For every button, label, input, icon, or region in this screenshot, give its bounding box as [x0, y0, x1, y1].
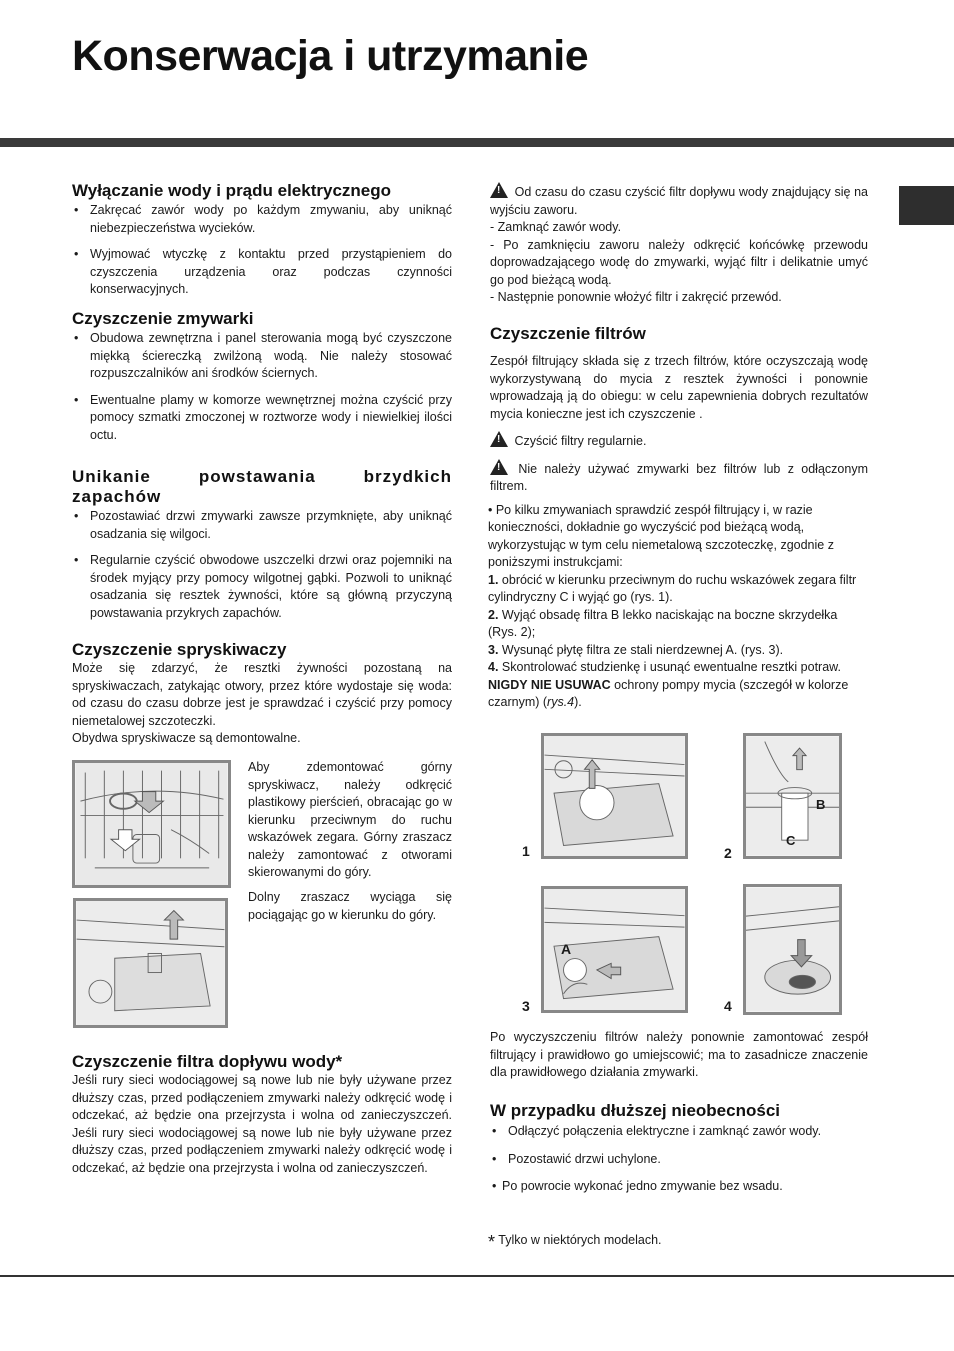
warning-icon — [490, 431, 508, 447]
figure-filter-4 — [743, 884, 842, 1015]
step-line: - Zamknąć zawór wody. — [490, 220, 622, 234]
heading-cleaning-dishwasher: Czyszczenie zmywarki — [72, 309, 254, 328]
list-item: • Pozostawiać drzwi zmywarki zawsze przymknięte, aby uniknąć osadzania się wilgoci. — [72, 508, 452, 543]
list-item: • Regularnie czyścić obwodowe uszczelki drzwi oraz pojemniki na środek myjący przy pomocy wilgotnej gąbki. Pozwoli to uniknąć osadzania się resztek żywności, które są główną przyczyną powstawania przykrych zapachów. — [72, 552, 452, 622]
list-item: • Odłączyć połączenia elektryczne i zamknąć zawór wody. — [490, 1123, 868, 1141]
list-item: • Po powrocie wykonać jedno zmywanie bez wsadu. — [490, 1178, 868, 1196]
filter-step-1: 1. obrócić w kierunku przeciwnym do ruchu wskazówek zegara filtr cylindryczny C i wyjąć go (rys. 1). — [488, 572, 857, 604]
filters-after-paragraph: Po wyczyszczeniu filtrów należy ponownie zamontować zespół filtrujący i prawidłowo go umiejscowić; ma to zasadnicze znaczenie dla prawidłowego działania zmywarki. — [490, 1030, 868, 1079]
footnote-text: Tylko w niektórych modelach. — [495, 1233, 662, 1247]
figure-filter-1 — [541, 733, 688, 859]
filter-step-2: 2. Wyjąć obsadę filtra B lekko naciskając na boczne skrzydełka (Rys. 2); — [488, 607, 838, 639]
upper-spray-arm-text: Aby zdemontować górny spryskiwacz, należy odkręcić plastikowy pierścień, obracając go w kierunku przeciwnym do ruchu wskazówek zegara. Górny zraszacz należy zamontować z otworami skierowanymi do góry. — [248, 760, 452, 879]
footnote — [488, 1232, 866, 1252]
upper-spray-arm-illustration — [75, 763, 228, 885]
section-water-power — [72, 181, 452, 299]
figure-label-a: A — [561, 941, 572, 957]
filter-step-3: 3. Wysunąć płytę filtra ze stali nierdzewnej A. (rys. 3). — [488, 642, 784, 657]
figure-label-c: C — [786, 833, 796, 848]
heading-water-power: Wyłączanie wody i prądu elektrycznego — [72, 181, 392, 200]
lower-spray-arm-illustration — [76, 901, 225, 1025]
warning-icon — [490, 182, 508, 198]
figure-number: 4 — [724, 998, 732, 1014]
list-item: • Pozostawić drzwi uchylone. — [490, 1151, 868, 1169]
section-tab — [899, 186, 954, 225]
list-item: • Wyjmować wtyczkę z kontaktu przed przystąpieniem do czyszczenia urządzenia oraz podczas czynności konserwacyjnych. — [72, 246, 452, 299]
section-inlet-filter — [72, 1052, 452, 1177]
warning-text: Nie należy używać zmywarki bez filtrów lub z odłączonym filtrem. — [490, 461, 868, 493]
heading-spray-arms: Czyszczenie spryskiwaczy — [72, 640, 287, 659]
section-filters — [490, 324, 868, 712]
footnote-star: * — [488, 1232, 496, 1252]
heading-absence: W przypadku dłuższej nieobecności — [490, 1101, 780, 1120]
list-item: • Zakręcać zawór wody po każdym zmywaniu, aby uniknąć niebezpieczeństwa wycieków. — [72, 202, 452, 237]
section-absence — [490, 1101, 868, 1196]
figure-label-b: B — [816, 797, 826, 812]
inlet-filter-paragraph: Jeśli rury sieci wodociągowej są nowe lub nie były używane przez dłuższy czas, przed podłączeniem zmywarki należy odkręcić wodę i odczekać, aż będzie ona przejrzysta i wolna od zanieczyszczeń. Jeśli rury sieci wodociągowej są nowe lub nie były używane przez dłuższy czas, przed podłączeniem zmywarki należy odkręcić wodę i odczekać, aż będzie ona przejrzysta i wolna od zanieczyszczeń. — [72, 1073, 452, 1175]
list-item: • Obudowa zewnętrzna i panel sterowania mogą być czyszczone miękką ściereczką zwilżoną wodą. Nie należy stosować rozpuszczalników ani środków ściernych. — [72, 330, 452, 383]
spray-arms-note: Obydwa spryskiwacze są demontowalne. — [72, 731, 301, 745]
filters-intro: • Po kilku zmywaniach sprawdzić zespół filtrujący i, w razie konieczności, dokładnie go wyczyścić pod bieżącą wodą, wykorzystując w tym celu niemetalową szczoteczkę, zgodnie z poniższymi instrukcjami: — [488, 502, 834, 569]
section-spray-arms — [72, 640, 452, 748]
figure-number: 3 — [522, 998, 530, 1014]
figure-upper-spray-arm — [72, 760, 231, 888]
list-item: • Ewentualne plamy w komorze wewnętrznej można czyścić przy pomocy szmatki zmoczonej w roztworze wody i niewielkiej ilości octu. — [72, 392, 452, 445]
figure-lower-spray-arm — [73, 898, 228, 1028]
lower-spray-arm-text: Dolny zraszacz wyciąga się pociągając go w kierunku do góry. — [248, 890, 452, 922]
step-line: - Następnie ponownie włożyć filtr i zakręcić przewód. — [490, 290, 782, 304]
spray-arms-paragraph: Może się zdarzyć, że resztki żywności pozostaną na spryskiwaczach, zatykając otwory, przez które wydostaje się woda: od czasu do czasu dobrze jest je sprawdzać i czyścić przy pomocy niemetalowej szczoteczki. — [72, 661, 452, 728]
heading-inlet-filter: Czyszczenie filtra dopływu wody* — [72, 1052, 343, 1071]
page-title: Konserwacja i utrzymanie — [72, 32, 589, 80]
step-line: - Po zamknięciu zaworu należy odkręcić końcówkę przewodu doprowadzającego wodę do zmywarki, wyjąć filtr i delikatnie umyć go pod bieżącą wodą. — [490, 237, 868, 287]
warning-text: Od czasu do czasu czyścić filtr dopływu wody znajdujący się na wyjściu zaworu. — [490, 185, 868, 217]
section-cleaning-dishwasher — [72, 309, 452, 444]
figure-number: 2 — [724, 845, 732, 861]
heading-odours: Unikanie powstawania brzydkich zapachów — [72, 467, 452, 506]
filter-step-4: 4. Skontrolować studzienkę i usunąć ewentualne resztki potraw. NIGDY NIE USUWAC ochrony pompy mycia (szczegół w kolorze czarnym) (rys.4). — [488, 660, 849, 709]
section-odours — [72, 467, 452, 622]
filters-paragraph: Zespół filtrujący składa się z trzech filtrów, które oczyszczają wodę wykorzystywaną do mycia z resztek żywności i ponownie wprowadzają ją do obiegu: w celu zapewnienia dobrych rezultatów mycia konieczne jest ich czyszczenie . — [490, 354, 868, 421]
section-inlet-filter-steps — [490, 182, 868, 307]
heading-filters: Czyszczenie filtrów — [490, 324, 646, 343]
header-rule — [0, 138, 954, 147]
figure-number: 1 — [522, 843, 530, 859]
warning-icon — [490, 459, 508, 475]
footer-rule — [0, 1275, 954, 1277]
warning-text: Czyścić filtry regularnie. — [514, 434, 647, 448]
